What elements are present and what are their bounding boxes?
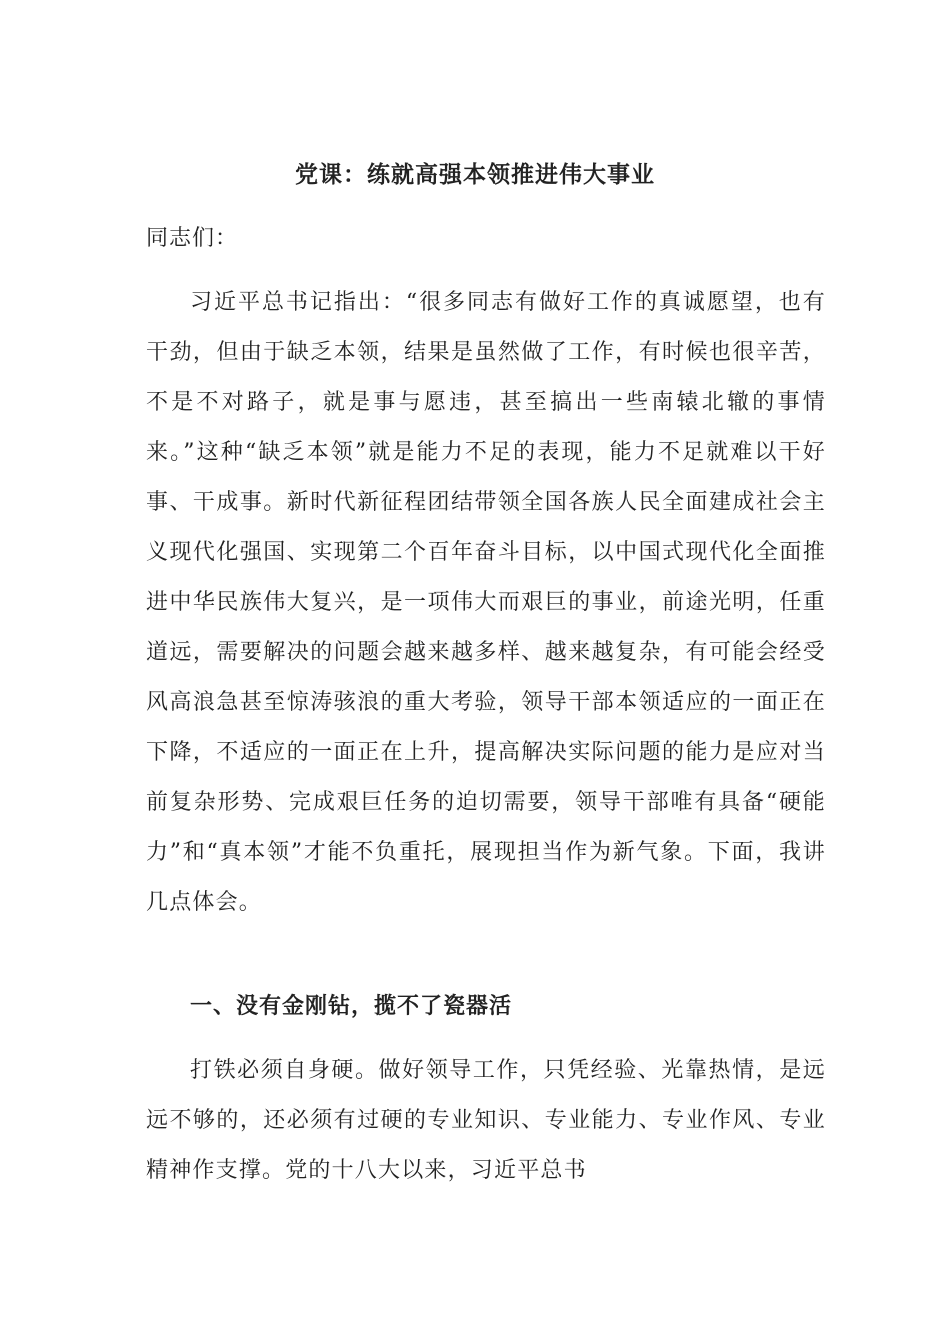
body-paragraph: 习近平总书记指出：“很多同志有做好工作的真诚愿望，也有干劲，但由于缺乏本领，结果是虽然做了工作，有时候也很辛苦，不是不对路子，就是事与愿违，甚至搞出一些南辕北辙的事情来。”这种“缺乏本领”就是能力不足的表现，能力不足就难以干好事、干成事。新时代新征程团结带领全国各族人民全面建成社会主义现代化强国、实现第二个百年奋斗目标，以中国式现代化全面推进中华民族伟大复兴，是一项伟大而艰巨的事业，前途光明，任重道远，需要解决的问题会越来越多样、越来越复杂，有可能会经受风高浪急甚至惊涛骇浪的重大考验，领导干部本领适应的一面正在下降，不适应的一面正在上升，提高解决实际问题的能力是应对当前复杂形势、完成艰巨任务的迫切需要，领导干部唯有具备“硬能力”和“真本领”才能不负重托，展现担当作为新气象。下面，我讲几点体会。 [146, 290, 826, 915]
section-heading: 一、没有金刚钻，揽不了瓷器活 [190, 994, 513, 1019]
salutation: 同志们： [146, 226, 239, 251]
document-title: 党课：练就高强本领推进伟大事业 [295, 162, 655, 188]
body-paragraph: 打铁必须自身硬。做好领导工作，只凭经验、光靠热情，是远远不够的，还必须有过硬的专业知识、专业能力、专业作风、专业精神作支撑。党的十八大以来，习近平总书 [146, 1058, 826, 1183]
